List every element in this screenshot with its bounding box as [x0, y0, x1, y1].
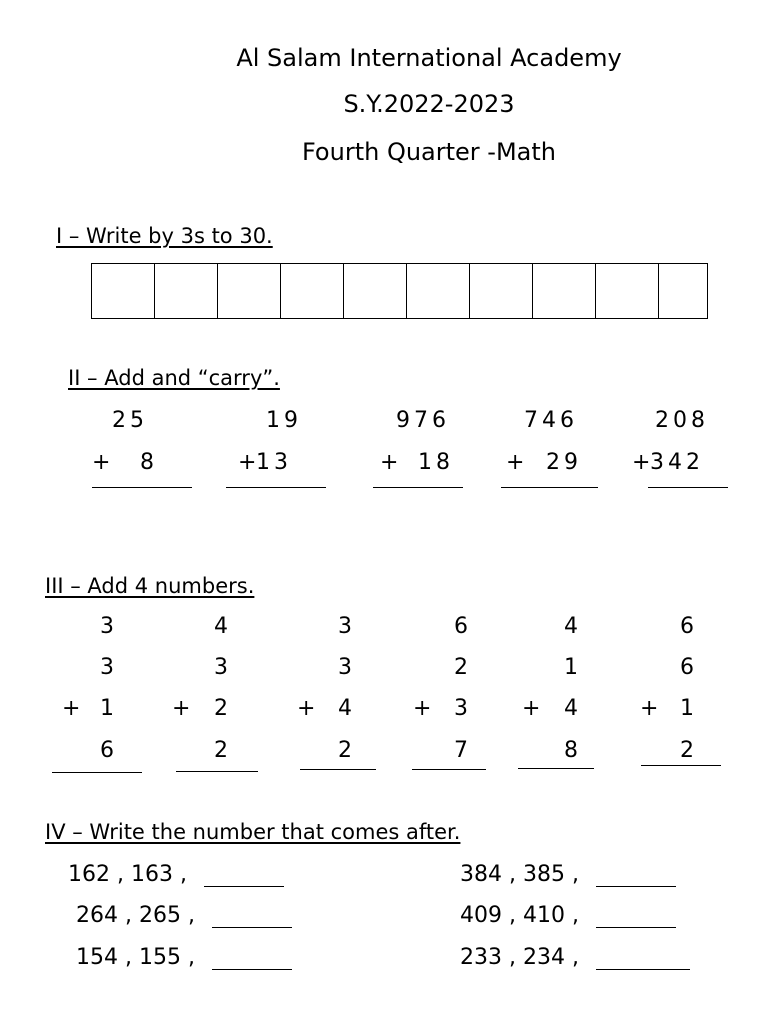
addend-bottom: 8 — [140, 450, 158, 475]
addend: 4 — [214, 614, 228, 639]
addend: 8 — [564, 738, 578, 763]
answer-blank[interactable] — [596, 969, 690, 970]
addend: 6 — [680, 655, 694, 680]
addend-bottom: 29 — [546, 450, 582, 475]
answer-line — [501, 487, 598, 488]
addend-bottom: 342 — [650, 450, 704, 475]
answer-cell[interactable] — [92, 264, 155, 318]
addend: 2 — [214, 696, 228, 721]
plus-sign: + — [297, 696, 316, 721]
addend: 6 — [100, 738, 114, 763]
sequence-item: 162 , 163 , — [68, 862, 187, 887]
section1-heading: I – Write by 3s to 30. — [56, 224, 273, 248]
answer-cell[interactable] — [344, 264, 407, 318]
addend-top: 976 — [396, 408, 450, 433]
answer-cell[interactable] — [470, 264, 533, 318]
plus-sign: + — [506, 450, 525, 475]
plus-sign: + — [380, 450, 399, 475]
answer-line — [648, 487, 728, 488]
answer-cell[interactable] — [659, 264, 707, 318]
answer-line — [518, 768, 594, 769]
answer-blank[interactable] — [596, 886, 676, 887]
addend-top: 19 — [266, 408, 302, 433]
addend: 7 — [454, 738, 468, 763]
sequence-item: 264 , 265 , — [76, 903, 195, 928]
addend: 4 — [564, 614, 578, 639]
section2-heading: II – Add and “carry”. — [68, 366, 280, 390]
addend-top: 208 — [655, 408, 709, 433]
addend: 1 — [564, 655, 578, 680]
section3-heading: III – Add 4 numbers. — [45, 574, 255, 598]
answer-cell[interactable] — [596, 264, 659, 318]
addend-bottom: 18 — [418, 450, 454, 475]
addend-bottom: 13 — [256, 450, 292, 475]
addend: 6 — [680, 614, 694, 639]
answer-line — [226, 487, 326, 488]
addend: 6 — [454, 614, 468, 639]
plus-sign: + — [238, 450, 257, 475]
addend: 3 — [214, 655, 228, 680]
section4-heading: IV – Write the number that comes after. — [45, 820, 461, 844]
addend: 3 — [100, 614, 114, 639]
addend: 1 — [680, 696, 694, 721]
plus-sign: + — [522, 696, 541, 721]
school-year: S.Y.2022-2023 — [343, 90, 515, 118]
addend: 3 — [100, 655, 114, 680]
subject-title: Fourth Quarter -Math — [301, 138, 556, 166]
addend-top: 25 — [112, 408, 148, 433]
school-name: Al Salam International Academy — [236, 44, 622, 72]
answer-line — [412, 769, 486, 770]
answer-cell[interactable] — [533, 264, 596, 318]
sequence-item: 233 , 234 , — [460, 945, 579, 970]
addend-top: 746 — [524, 408, 578, 433]
answer-line — [52, 772, 142, 773]
addend: 2 — [680, 738, 694, 763]
answer-cell[interactable] — [407, 264, 470, 318]
answer-cell[interactable] — [218, 264, 281, 318]
addend: 3 — [338, 655, 352, 680]
skip-count-grid — [91, 263, 708, 319]
addend: 2 — [338, 738, 352, 763]
answer-line — [641, 765, 721, 766]
sequence-item: 154 , 155 , — [76, 945, 195, 970]
sequence-item: 409 , 410 , — [460, 903, 579, 928]
plus-sign: + — [62, 696, 81, 721]
plus-sign: + — [632, 450, 651, 475]
plus-sign: + — [413, 696, 432, 721]
sequence-item: 384 , 385 , — [460, 862, 579, 887]
addend: 3 — [454, 696, 468, 721]
answer-line — [92, 487, 192, 488]
answer-blank[interactable] — [212, 927, 292, 928]
answer-cell[interactable] — [155, 264, 218, 318]
addend: 3 — [338, 614, 352, 639]
plus-sign: + — [172, 696, 191, 721]
answer-line — [373, 487, 463, 488]
addend: 2 — [454, 655, 468, 680]
answer-line — [176, 771, 258, 772]
addend: 1 — [100, 696, 114, 721]
plus-sign: + — [640, 696, 659, 721]
answer-line — [300, 769, 376, 770]
addend: 4 — [338, 696, 352, 721]
answer-blank[interactable] — [212, 969, 292, 970]
addend: 2 — [214, 738, 228, 763]
plus-sign: + — [92, 450, 111, 475]
answer-blank[interactable] — [204, 886, 284, 887]
answer-cell[interactable] — [281, 264, 344, 318]
answer-blank[interactable] — [596, 927, 676, 928]
addend: 4 — [564, 696, 578, 721]
